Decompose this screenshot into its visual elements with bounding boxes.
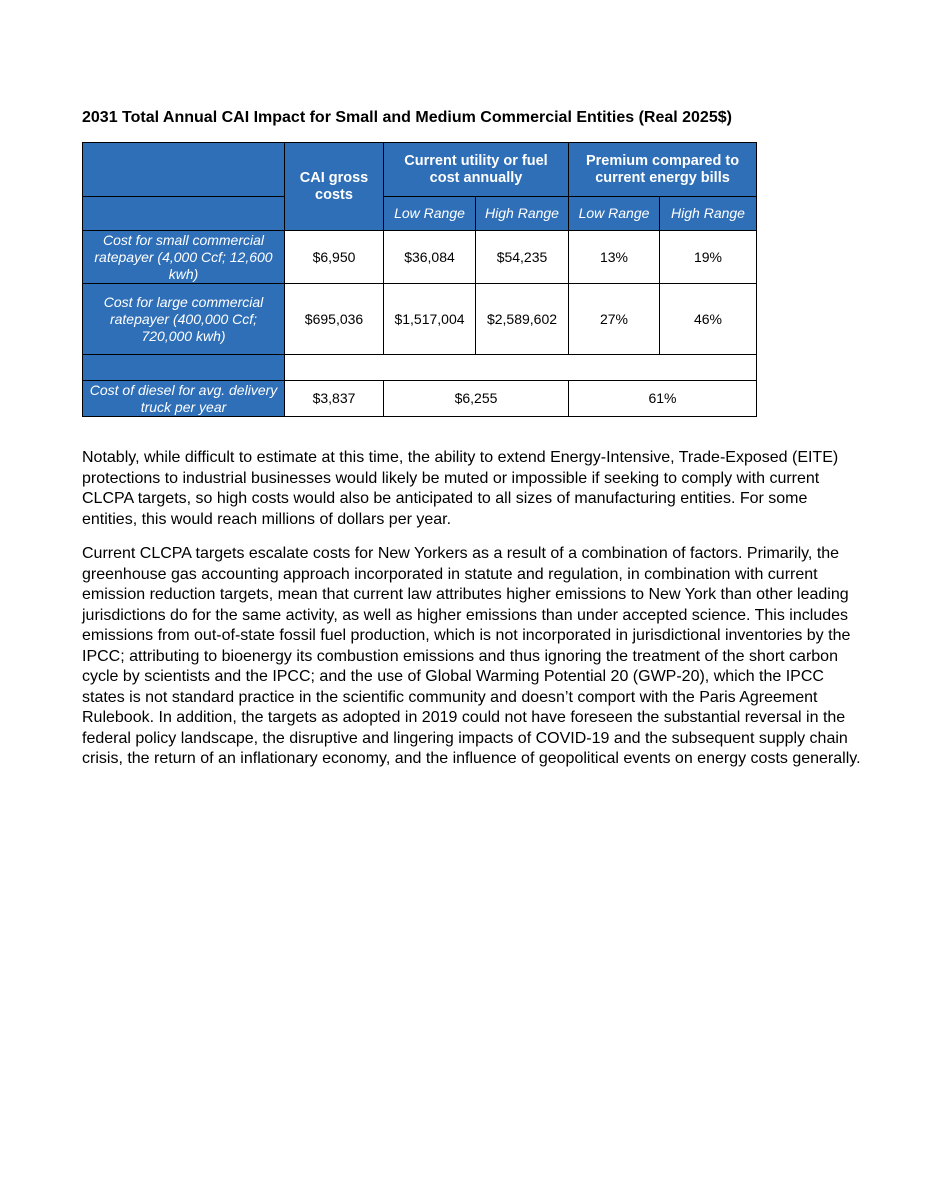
current-high-cell: $54,235 <box>476 231 569 284</box>
gross-cost-cell: $695,036 <box>285 284 384 355</box>
body-paragraph: Notably, while difficult to estimate at this time, the ability to extend Energy-Intensive, Trade-Exposed (EITE) protections to industrial businesses would likely be muted or impossible if seeking to comply with current CLCPA targets, so high costs would also be anticipated to all sizes of manufacturing entities. For some entities, this would reach millions of dollars per year. <box>82 449 839 528</box>
header-gross-costs: CAI gross costs <box>285 143 384 231</box>
header-row <box>83 143 757 197</box>
row-label: Cost for large commercial ratepayer (400,000 Ccf; 720,000 kwh) <box>83 284 285 355</box>
premium-low-cell: 13% <box>569 231 660 284</box>
premium-low-cell: 27% <box>569 284 660 355</box>
subheader-corner-cell <box>83 197 285 231</box>
current-high-cell: $2,589,602 <box>476 284 569 355</box>
premium-high-cell: 19% <box>660 231 757 284</box>
subheader-premium-low: Low Range <box>569 197 660 231</box>
spacer-cell <box>285 355 757 381</box>
table-row <box>83 284 757 355</box>
table-row <box>83 381 757 417</box>
cai-impact-table <box>82 142 757 417</box>
row-label: Cost for small commercial ratepayer (4,000 Ccf; 12,600 kwh) <box>83 231 285 284</box>
current-low-cell: $36,084 <box>384 231 476 284</box>
premium-high-cell: 46% <box>660 284 757 355</box>
gross-cost-cell: $3,837 <box>285 381 384 417</box>
current-cost-cell: $6,255 <box>384 381 569 417</box>
header-current-cost: Current utility or fuel cost annually <box>384 143 569 197</box>
current-low-cell: $1,517,004 <box>384 284 476 355</box>
spacer-row <box>83 355 757 381</box>
header-premium: Premium compared to current energy bills <box>569 143 757 197</box>
subheader-current-high: High Range <box>476 197 569 231</box>
header-corner-cell <box>83 143 285 197</box>
table-row <box>83 231 757 284</box>
subheader-current-low: Low Range <box>384 197 476 231</box>
spacer-label-cell <box>83 355 285 381</box>
table-title: 2031 Total Annual CAI Impact for Small and Medium Commercial Entities (Real 2025$) <box>82 109 732 126</box>
body-paragraph: Current CLCPA targets escalate costs for New Yorkers as a result of a combination of factors. Primarily, the greenhouse gas accounting approach incorporated in statute and regulation, in combination with current emission reduction targets, mean that current law attributes higher emissions to New York than other leading jurisdictions do for the same activity, as well as higher emissions than under accepted science. This includes emissions from out-of-state fossil fuel production, which is not incorporated in jurisdictional inventories by the IPCC; attributing to bioenergy its combustion emissions and thus ignoring the treatment of the short carbon cycle by scientists and the IPCC; and the use of Global Warming Potential 20 (GWP-20), which the IPCC states is not standard practice in the scientific community and doesn’t comport with the Paris Agreement Rulebook. In addition, the targets as adopted in 2019 could not have foreseen the substantial reversal in the federal policy landscape, the disruptive and lingering impacts of COVID-19 and the subsequent supply chain crisis, the return of an inflationary economy, and the influence of geopolitical events on energy costs generally. <box>82 545 861 767</box>
gross-cost-cell: $6,950 <box>285 231 384 284</box>
subheader-premium-high: High Range <box>660 197 757 231</box>
subheader-row <box>83 197 757 231</box>
row-label: Cost of diesel for avg. delivery truck per year <box>83 381 285 417</box>
premium-cell: 61% <box>569 381 757 417</box>
